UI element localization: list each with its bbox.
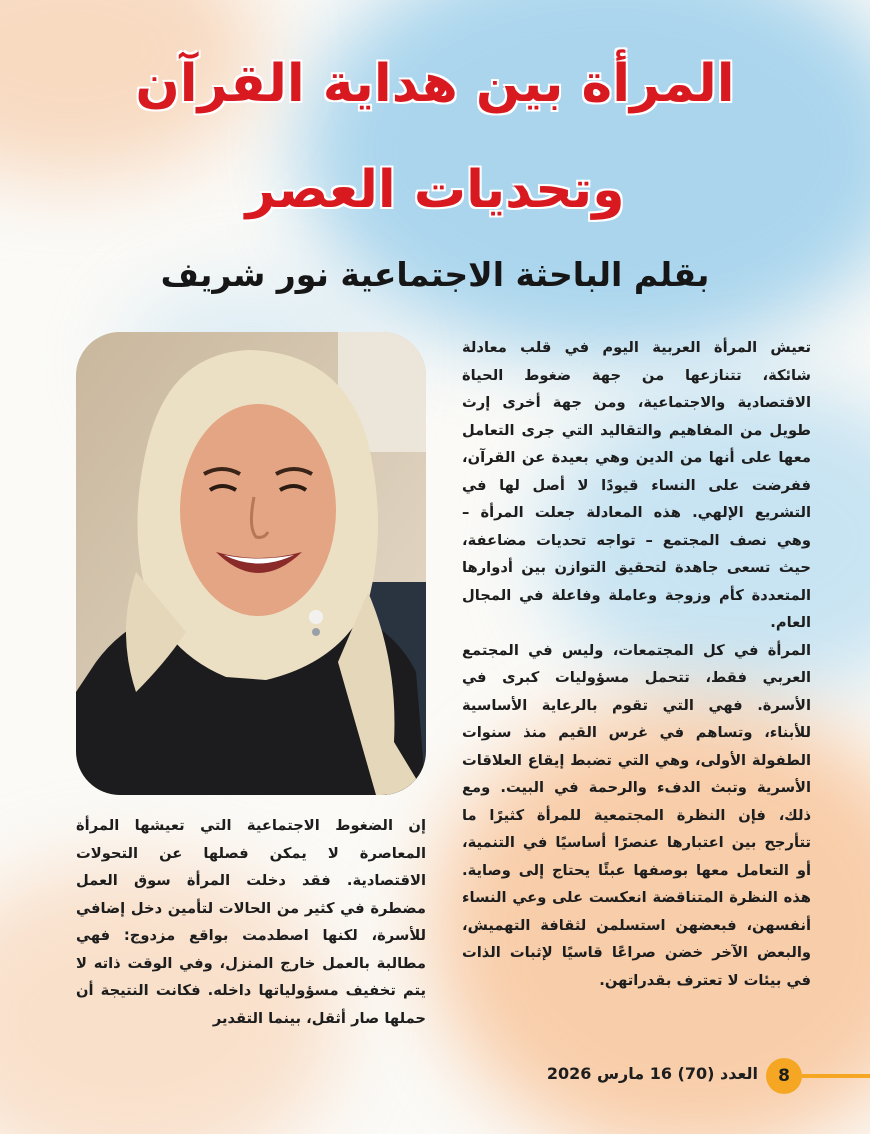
issue-info: العدد (70) 16 مارس 2026 bbox=[546, 1064, 758, 1083]
author-byline: بقلم الباحثة الاجتماعية نور شريف bbox=[160, 255, 710, 294]
paragraph: إن الضغوط الاجتماعية التي تعيشها المرأة المعاصرة لا يمكن فصلها عن التحولات الاقتصادية. فقد دخلت المرأة سوق العمل مضطرة في كثير من الحالات لتأمين دخل إضافي للأسرة، لكنها اصطدمت بواقع مزدوج: فهي مطالبة بالعمل خارج المنزل، وفي الوقت ذاته لا يتم تخفيف مسؤولياتها داخله. فكانت النتيجة أن حملها صار أثقل، بينما التقدير bbox=[76, 817, 426, 1027]
paragraph: المرأة في كل المجتمعات، وليس في المجتمع العربي فقط، تتحمل مسؤوليات كبرى في الأسرة. فهي التي تقوم بالرعاية الأساسية للأبناء، وتساهم في غرس القيم منذ سنوات الطفولة الأولى، وهي التي تضبط إيقاع العلاقات الأسرية وتبث الدفء والرحمة في البيت. ومع ذلك، فإن النظرة المجتمعية للمرأة كثيرًا ما تتأرجح بين اعتبارها عنصرًا أساسيًا في التنمية، أو التعامل معها بوصفها عبئًا يحتاج إلى وصاية. هذه النظرة المتناقضة انعكست على وعي النساء أنفسهن، فبعضهن استسلمن لثقافة التهميش، والبعض الآخر خضن صراعًا قاسيًا لإثبات الذات في بيئات لا تعترف بقدراتهن. bbox=[462, 641, 811, 989]
page-number-badge: 8 bbox=[766, 1058, 802, 1094]
page-footer bbox=[540, 1058, 870, 1094]
article-title-line-1: المرأة بين هداية القرآن bbox=[135, 54, 735, 114]
footer-accent-line bbox=[802, 1074, 870, 1078]
author-photo bbox=[76, 332, 426, 795]
article-title-line-2: وتحديات العصر bbox=[245, 160, 625, 220]
article-body-right-column bbox=[462, 334, 811, 994]
paragraph: تعيش المرأة العربية اليوم في قلب معادلة شائكة، تتنازعها من جهة ضغوط الحياة الاقتصادية والاجتماعية، ومن جهة أخرى إرث طويل من المفاهيم والتقاليد التي جرى التعامل معها على أنها من الدين وهي بعيدة عن القرآن، ففرضت على النساء قيودًا لا أصل لها في التشريع الإلهي. هذه المعادلة جعلت المرأة – وهي نصف المجتمع – تواجه تحديات مضاعفة، حيث تسعى جاهدة لتحقيق التوازن بين أدوارها المتعددة كأم وزوجة وعاملة وفاعلة في المجال العام. bbox=[462, 339, 811, 631]
article-body-left-column bbox=[76, 812, 426, 1032]
